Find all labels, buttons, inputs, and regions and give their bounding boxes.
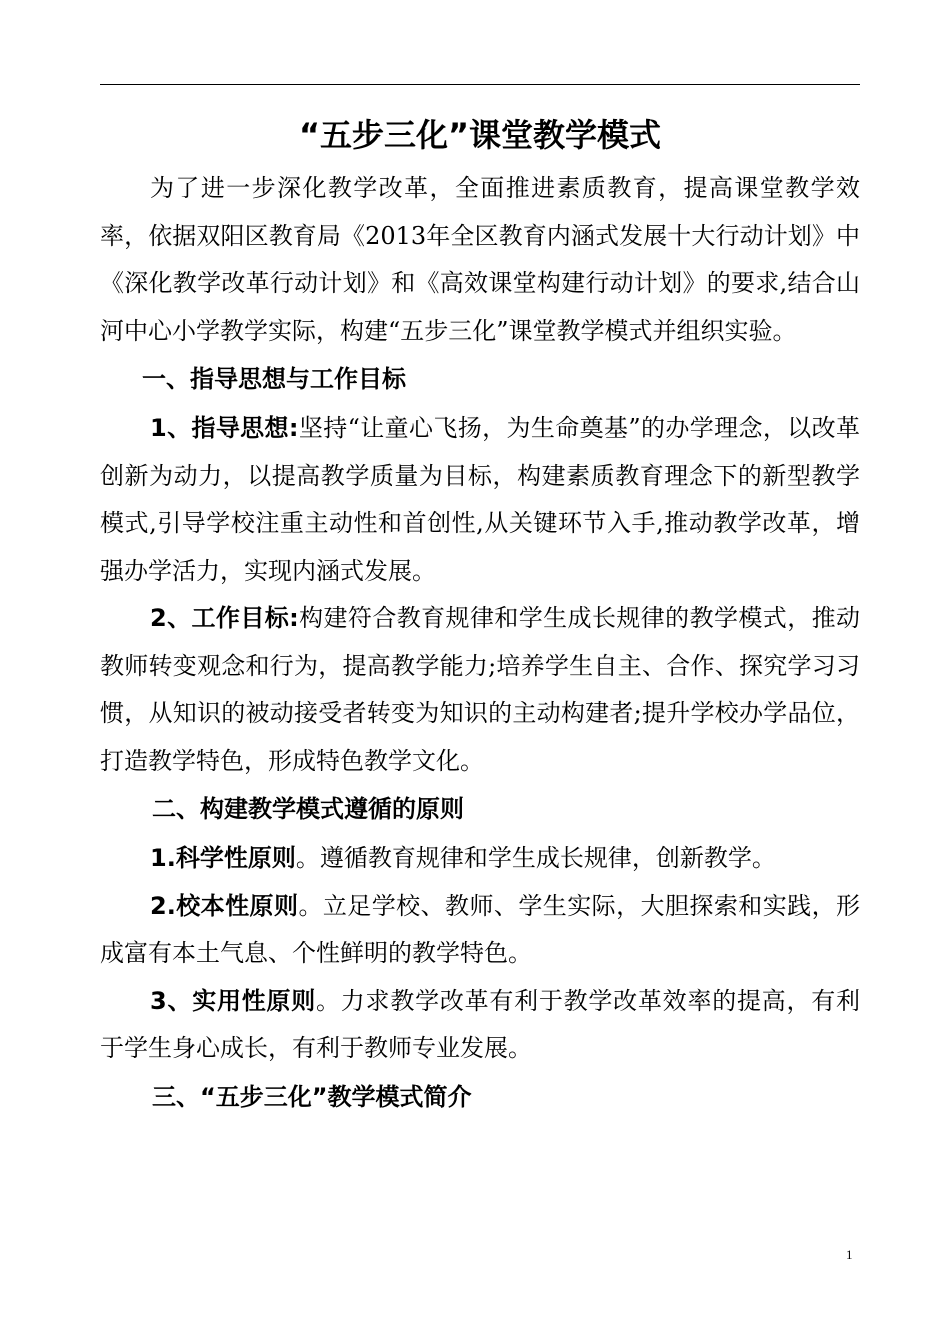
section-heading-1: 一、指导思想与工作目标 <box>142 365 406 394</box>
section-heading-3: 三、“五步三化”教学模式简介 <box>152 1082 472 1111</box>
principle-practical <box>100 978 860 1073</box>
guiding-ideology-text: 坚持“让童心飞扬，为生命奠基”的办学理念，以改革创新为动力，以提高教学质量为目标，构建素质教育理念下的新型教学模式,引导学校注重主动性和首创性,从关键环节入手,推动教学改革，增强办学活力，实现内涵式发展。 <box>100 414 860 585</box>
principle-practical-lead: 3、实用性原则 <box>150 986 317 1015</box>
guiding-ideology-paragraph <box>100 405 860 595</box>
section-heading-2: 二、构建教学模式遵循的原则 <box>152 795 464 824</box>
work-goal-text: 构建符合教育规律和学生成长规律的教学模式，推动教师转变观念和行为，提高教学能力;培养学生自主、合作、探究学习习惯，从知识的被动接受者转变为知识的主动构建者;提升学校办学品位，打造教学特色，形成特色教学文化。 <box>100 604 860 775</box>
work-goal-lead: 2、工作目标: <box>150 604 299 632</box>
header-rule <box>100 84 860 85</box>
page-number: 1 <box>846 1247 853 1262</box>
principle-practical-text: 。力求教学改革有利于教学改革效率的提高，有利于学生身心成长，有利于教师专业发展。 <box>100 986 861 1062</box>
work-goal-paragraph <box>100 595 860 785</box>
document-title: “五步三化”课堂教学模式 <box>298 116 662 154</box>
principle-school-based-text: 。立足学校、教师、学生实际，大胆探索和实践，形成富有本土气息、个性鲜明的教学特色。 <box>100 891 860 967</box>
document-body <box>100 165 860 1123</box>
guiding-ideology-lead: 1、指导思想: <box>150 414 299 442</box>
principle-school-based <box>100 883 860 978</box>
intro-paragraph: 为了进一步深化教学改革，全面推进素质教育，提高课堂教学效率，依据双阳区教育局《2013年全区教育内涵式发展十大行动计划》中《深化教学改革行动计划》和《高效课堂构建行动计划》的要求,结合山河中心小学教学实际，构建“五步三化”课堂教学模式并组织实验。 <box>100 174 860 345</box>
principle-scientific-text: 。遵循教育规律和学生成长规律，创新教学。 <box>295 844 776 872</box>
principle-scientific-lead: 1.科学性原则 <box>150 844 296 872</box>
principle-school-based-lead: 2.校本性原则 <box>150 891 299 920</box>
principle-scientific <box>100 835 860 883</box>
